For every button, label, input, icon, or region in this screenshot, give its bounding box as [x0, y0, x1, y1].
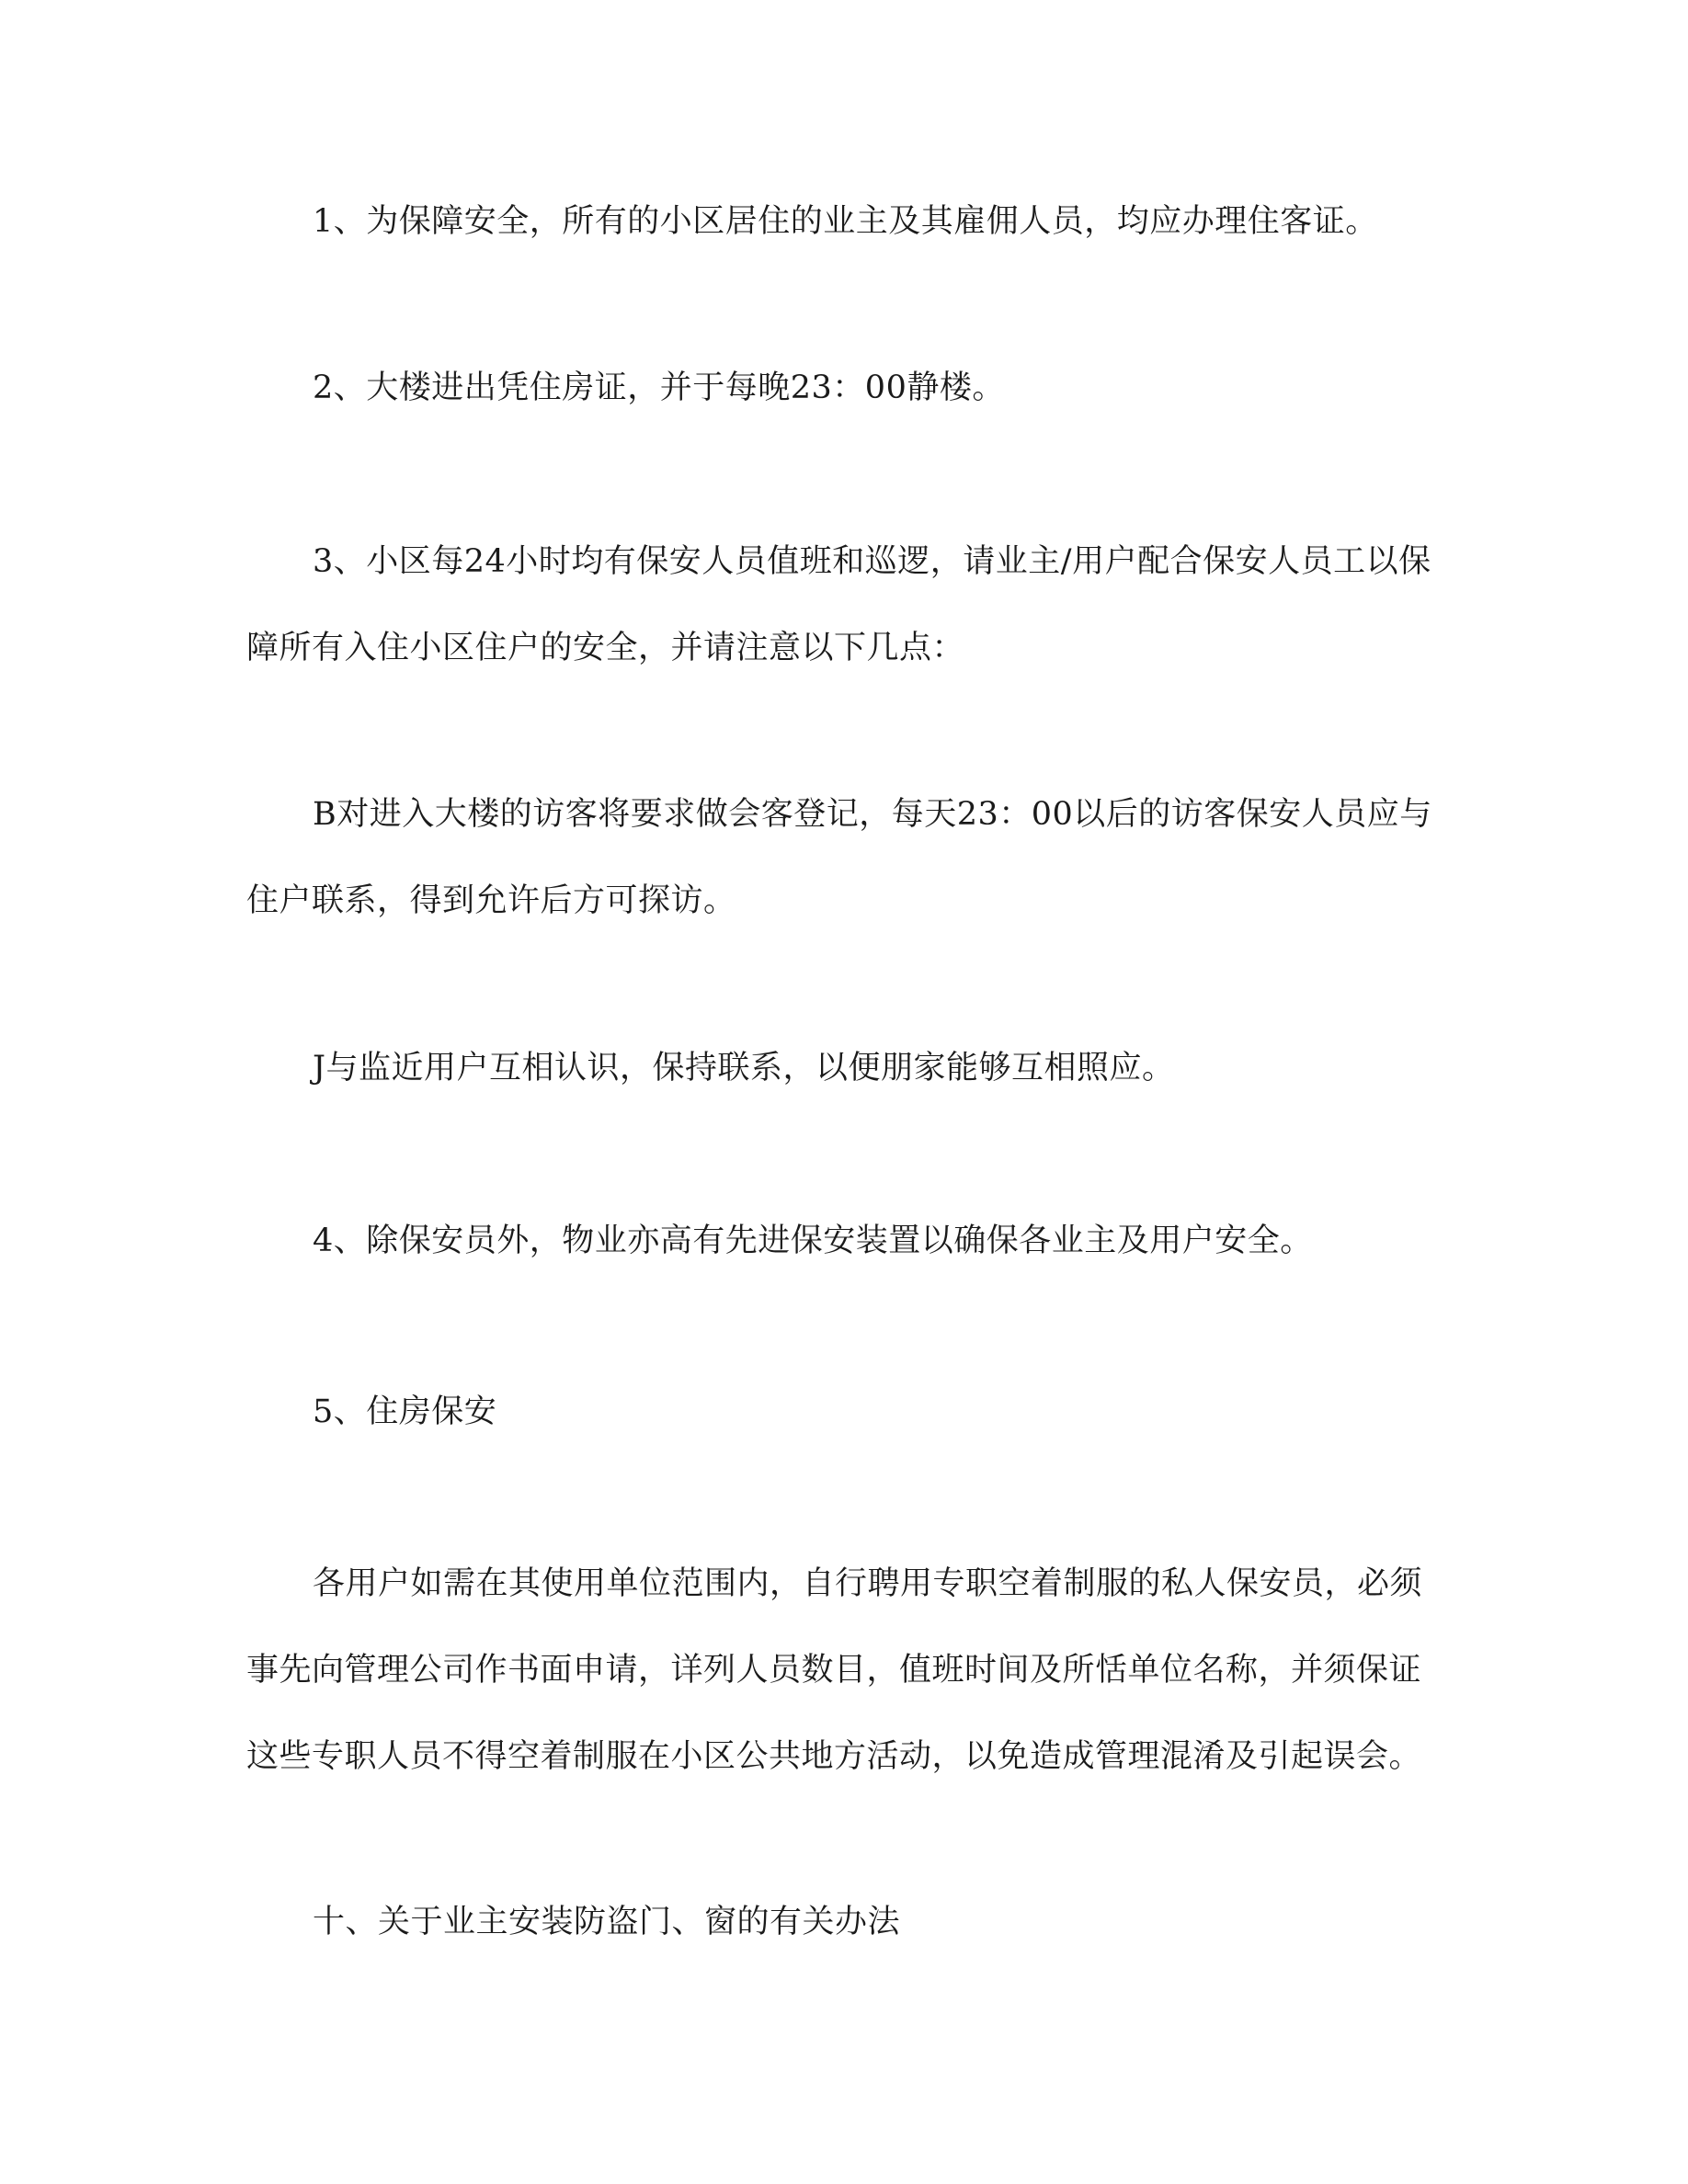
paragraph-private-guards: 各用户如需在其使用单位范围内，自行聘用专职空着制服的私人保安员，必须事先向管理公司作书面申请，详列人员数目，值班时间及所恬单位名称，并须保证这些专职人员不得空着制服在小区公共地方活动，以免造成管理混淆及引起误会。 — [246, 1565, 1423, 1775]
paragraph-neighbors: J与监近用户互相认识，保持联系，以便朋家能够互相照应。 — [313, 1050, 1175, 1086]
paragraph-building-access: 2、大楼进出凭住房证，并于每晚23：00静楼。 — [313, 370, 1005, 406]
section-heading-anti-theft: 十、关于业主安装防盗门、窗的有关办法 — [313, 1904, 901, 1940]
paragraph-resident-pass: 1、为保障安全，所有的小区居住的业主及其雇佣人员，均应办理住客证。 — [313, 203, 1378, 240]
paragraph-security-patrol: 3、小区每24小时均有保安人员值班和巡逻，请业主/用户配合保安人员工以保障所有入住小区住户的安全，并请注意以下几点： — [246, 543, 1431, 666]
paragraph-housing-security-heading: 5、住房保安 — [313, 1393, 497, 1430]
paragraph-visitor-registration: B对进入大楼的访客将要求做会客登记，每天23：00以后的访客保安人员应与住户联系，得到允许后方可探访。 — [246, 796, 1432, 919]
paragraph-security-devices: 4、除保安员外，物业亦高有先进保安装置以确保各业主及用户安全。 — [313, 1223, 1313, 1259]
